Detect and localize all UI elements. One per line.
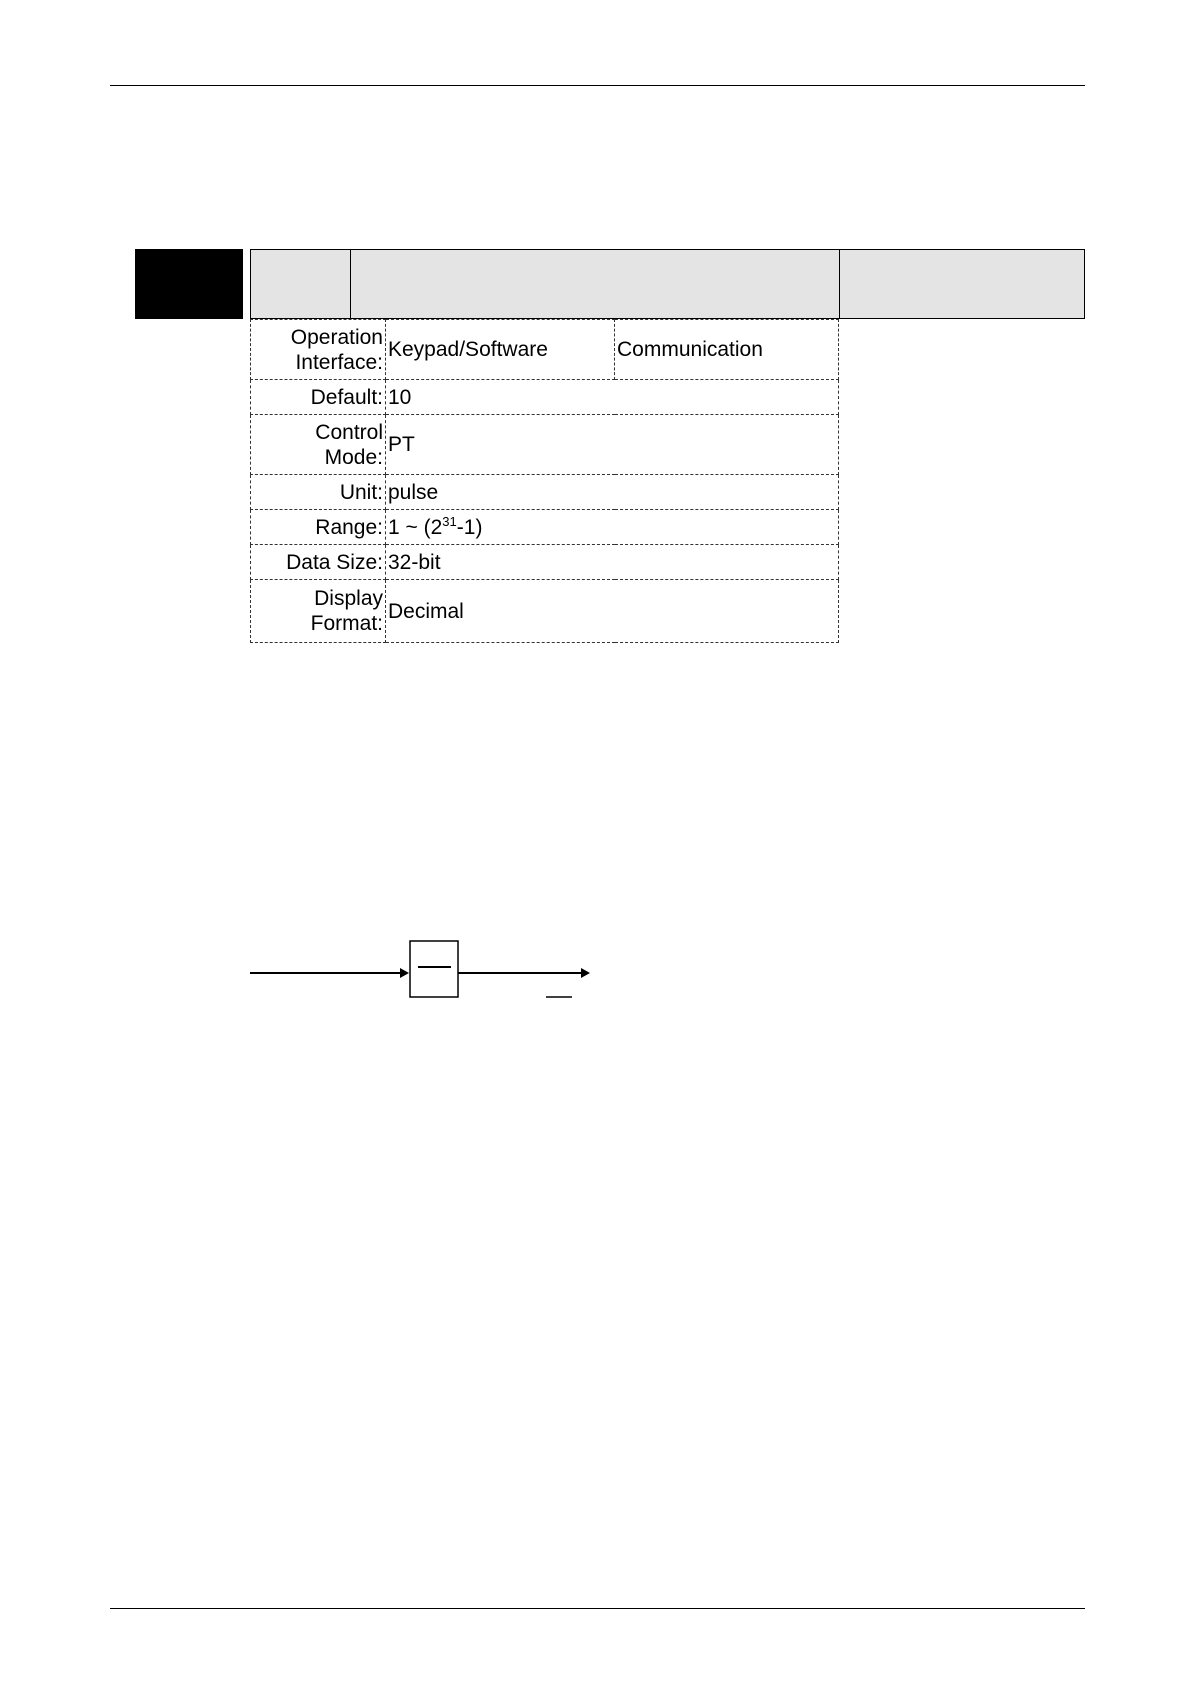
data-size-label: Data Size:: [251, 545, 386, 580]
range-tail: -1): [456, 515, 483, 539]
data-size-value: 32-bit: [386, 545, 839, 580]
parameter-tab-marker: [135, 249, 243, 319]
ratio-block: [410, 941, 458, 997]
table-row: [251, 580, 839, 643]
footer-rule: [110, 1608, 1085, 1609]
display-format-value: Decimal: [386, 580, 839, 643]
table-row: [251, 380, 839, 415]
range-label: Range:: [251, 510, 386, 545]
unit-value: pulse: [386, 475, 839, 510]
control-mode-value: PT: [386, 415, 839, 475]
parameter-table: [250, 319, 839, 643]
range-base: 1 ~ (2: [388, 515, 443, 539]
table-row: [251, 415, 839, 475]
operation-interface-communication: Communication: [615, 320, 839, 380]
default-label: Default:: [251, 380, 386, 415]
operation-interface-label: Operation Interface:: [251, 320, 386, 380]
header-divider: [839, 250, 840, 318]
control-mode-label: Control Mode:: [251, 415, 386, 475]
table-row: [251, 475, 839, 510]
range-exponent: 31: [442, 513, 457, 529]
range-value: [386, 510, 839, 545]
table-row: [251, 545, 839, 580]
unit-label: Unit:: [251, 475, 386, 510]
parameter-header-bar: [250, 249, 1085, 319]
operation-interface-keypad: Keypad/Software: [386, 320, 615, 380]
header-rule: [110, 85, 1085, 86]
input-arrow-head: [400, 968, 409, 978]
output-arrow-head: [581, 968, 590, 978]
default-value: 10: [386, 380, 839, 415]
block-diagram: [250, 938, 590, 1008]
table-row: [251, 510, 839, 545]
header-divider: [350, 250, 351, 318]
table-row: [251, 320, 839, 380]
display-format-label: Display Format:: [251, 580, 386, 643]
